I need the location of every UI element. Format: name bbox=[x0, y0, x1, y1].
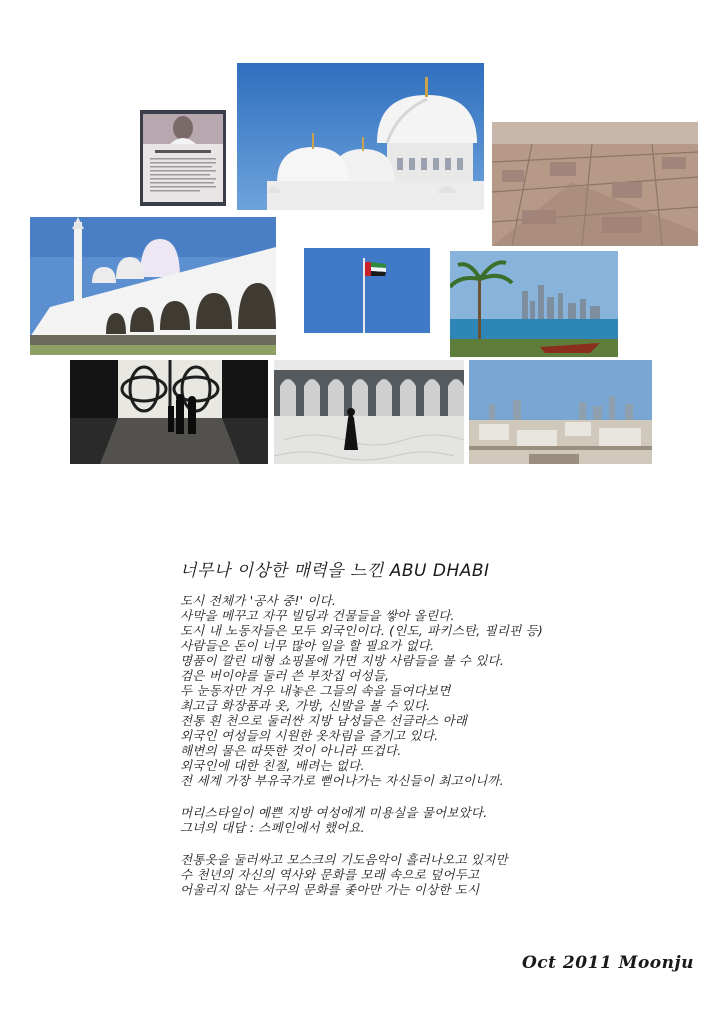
essay-line: 외국인 여성들의 시원한 옷차림을 즐기고 있다. bbox=[180, 728, 439, 743]
essay-title: 너무나 이상한 매력을 느낀 ABU DHABI bbox=[180, 561, 490, 581]
essay-line: 전통 흰 천으로 둘러싼 지방 남성들은 선글라스 아래 bbox=[180, 713, 467, 728]
paragraph-1 bbox=[180, 593, 640, 788]
paragraph-3 bbox=[180, 852, 640, 897]
signature: Oct 2011 Moonju bbox=[521, 953, 694, 973]
courtyard-photo bbox=[274, 360, 464, 464]
essay-line: 어울리지 않는 서구의 문화를 좇아만 가는 이상한 도시 bbox=[180, 882, 480, 897]
essay-line: 머리스타일이 예쁜 지방 여성에게 미용실을 물어보았다. bbox=[180, 805, 488, 820]
essay-line: 도시 내 노동자들은 모두 외국인이다. (인도, 파키스탄, 필리핀 등) bbox=[180, 623, 543, 638]
essay-line: 명품이 깔린 대형 쇼핑몰에 가면 지방 사람들을 볼 수 있다. bbox=[180, 653, 505, 668]
essay-line: 두 눈동자만 겨우 내놓은 그들의 속을 들여다보면 bbox=[180, 683, 451, 698]
aerial-city-photo bbox=[492, 122, 698, 246]
beach-skyline-photo bbox=[450, 251, 618, 357]
essay-line: 해변의 물은 따뜻한 것이 아니라 뜨겁다. bbox=[180, 743, 402, 758]
essay-line: 사막을 메꾸고 자꾸 빌딩과 건물들을 쌓아 올린다. bbox=[180, 608, 455, 623]
essay-line: 그녀의 대답 : 스페인에서 했어요. bbox=[180, 820, 365, 835]
uae-flag-photo bbox=[304, 248, 430, 333]
essay bbox=[180, 556, 640, 914]
essay-line: 전통옷을 둘러싸고 모스크의 기도음악이 흘러나오고 있지만 bbox=[180, 852, 508, 867]
mosque-arcade-photo bbox=[30, 217, 276, 355]
essay-line: 수 천년의 자신의 역사와 문화를 모래 속으로 덮어두고 bbox=[180, 867, 480, 882]
mosque-domes-photo bbox=[237, 63, 484, 210]
paragraph-2 bbox=[180, 805, 640, 835]
essay-line: 최고급 화장품과 옷, 가방, 신발을 볼 수 있다. bbox=[180, 698, 431, 713]
plaque-photo bbox=[140, 110, 226, 206]
essay-line: 전 세계 가장 부유국가로 뻗어나가는 자신들이 최고이니까. bbox=[180, 773, 504, 788]
essay-line: 도시 전체가 '공사 중!' 이다. bbox=[180, 593, 337, 608]
essay-line: 외국인에 대한 친절, 배려는 없다. bbox=[180, 758, 365, 773]
essay-line: 검은 버이야를 둘러 쓴 부잣집 여성들, bbox=[180, 668, 390, 683]
city-rooftops-photo bbox=[469, 360, 652, 464]
lattice-window-photo bbox=[70, 360, 268, 464]
essay-line: 사람들은 돈이 너무 많아 일을 할 필요가 없다. bbox=[180, 638, 435, 653]
